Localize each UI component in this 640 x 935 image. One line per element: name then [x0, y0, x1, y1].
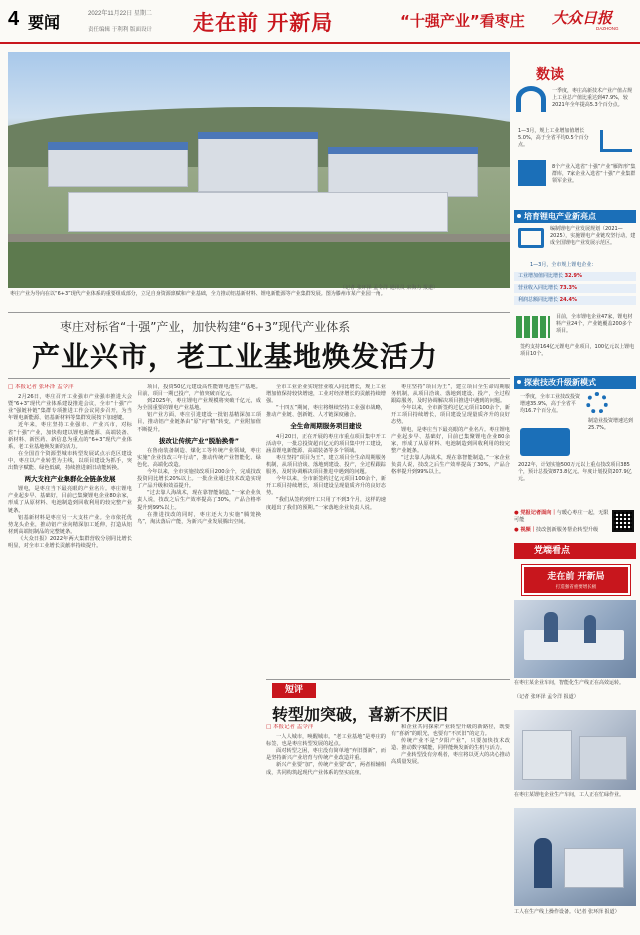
- rail-section-tech: 探索技改升级新模式: [514, 376, 636, 389]
- rail-link-reporter-interview-lead: ● 党报记者面向｜: [514, 510, 557, 516]
- party-app-band: 党端看点: [514, 543, 636, 559]
- main-photo-caption: 枣庄产业为导向在以“6+3”现代产业体系的重要组成部分，立足自身资源禀赋和产业基础，全力推动铝基新材料、锂电新能源等产业集群发展。图为滕州市某产业园一角。: [10, 291, 386, 297]
- short-comment-badge: 短评: [272, 683, 316, 698]
- paragraph: 产业转型没有旁观者，枣庄将以更大的决心推动高质量发展。: [391, 752, 510, 766]
- section-heading: 两大支柱产业集群化全链条发展: [24, 475, 116, 484]
- paragraph: 2月26日，枣庄召开工业强市产业强市推进大会暨“6+3”现代产业体系建设推进会议，全市“十强”产业“强链补链”集群专项推进工作会议同步召开，为当年锂电新能源、铝基新材料等集群发展按下加速键。: [8, 394, 132, 422]
- article-subhead: 枣庄对标省“十强”产业，加快构建“6+3”现代产业体系: [60, 320, 351, 334]
- building-icon: [518, 160, 546, 186]
- main-photo-credit: （记者 张环泽 孟令洋 通讯员 宋海力 报道）: [340, 285, 438, 291]
- paragraph: “过去靠人海战术，现在靠智能制造。”一家企业负责人说，技改之后生产效率提高了30%，产品合格率提升到99%以上。: [137, 490, 261, 511]
- factory-photo-1: [514, 600, 636, 678]
- qr-code[interactable]: [612, 510, 634, 532]
- paragraph: 在全国首个资源型城市转型发展试点示范区建设中，枣庄以产业转型为主线，以项目建设为抓手，突出数字赋能、绿色低碳，持续推进新旧动能转换。: [8, 450, 132, 472]
- paragraph: 今年以来，全市新签约过亿元项目100余个，新开工项目持续增长，项目建设呈现量质齐升的良好态势。: [391, 405, 510, 426]
- rail-item-9: 2022年，计划实施500万元以上重点技改项目385个，预计总投资873.8亿元。年度计划投资207.9亿元。: [518, 462, 632, 482]
- paragraph: 传统产业不是“夕阳产业”，只要加快技术改造、推动数字赋能，同样能焕发新的生机与活力。: [391, 738, 510, 752]
- growth-arrow-icon: [600, 130, 632, 152]
- article-column-1: [8, 384, 132, 929]
- paragraph: 锂电，是枣庄当下最亮眼的产业名片。枣庄锂电产业起步早、基础好，目前已集聚锂电企业80余家，形成了从原材料、电池制造到回收利用的较完整产业链条。: [391, 426, 510, 454]
- issue-date: 2022年11月22日 星期二: [88, 11, 152, 17]
- paragraph: 新兴产业要“加”，传统产业要“改”，两者相辅相成，共同构筑起现代产业体系的坚实底座。: [266, 762, 386, 776]
- paragraph: 面对转型之困，枣庄没有简单地“弃旧图新”，而是坚持新兴产业培育与传统产业改造并重。: [266, 748, 386, 762]
- paragraph: 一人人城市，唤醒城市。“老工业基地”是枣庄的标签，也是枣庄转型发展的起点。: [266, 734, 386, 748]
- paragraph: 到2025年，枣庄锂电产业规模将突破千亿元，成为全国重要的锂电产业基地。: [137, 398, 261, 412]
- short-column-2: [391, 724, 510, 929]
- factory-photo-2-caption: 在枣庄某锂电企业生产车间，工人正在忙碌作业。: [514, 792, 625, 798]
- promo-banner[interactable]: 走在前 开新局: [522, 565, 630, 595]
- paragraph: 在鲁南装备制造、煤化工等传统产业领域，枣庄实施“企业技改三年行动”，推动传统产业智能化、绿色化、高端化改造。: [137, 447, 261, 468]
- factory-photo-1-credit: （记者 张环泽 孟令洋 报道）: [514, 694, 579, 700]
- rail-link-video[interactable]: [514, 527, 610, 534]
- paragraph: 4月20日，正在开展的枣庄市重点项目集中开工活动中，一批总投资超百亿元的项目集中开工建设，涵盖锂电新能源、高端装备等多个领域。: [266, 433, 386, 454]
- banner-tag: “十强产业”看枣庄: [400, 12, 525, 30]
- rail-link-video-text: 技改创新服务帮企转型升级: [535, 527, 599, 533]
- rail-title: 数读: [536, 67, 564, 83]
- paragraph: 铝产业方面，枣庄引进建设一批铝基精深加工项目，推动铝产业链条由“原”向“精”转变，产业附加值不断提升。: [137, 412, 261, 433]
- paragraph: 在推进技改的同时，枣庄还大力实施“腾笼换鸟”，淘汰落后产能，为新兴产业发展腾出空间。: [137, 511, 261, 525]
- rail-item-4: 编制锂电产业发展规划（2021—2025），实施锂电产业链攻坚行动，建成全国锂电产业发展示范区。: [550, 226, 636, 246]
- article-headline: 产业兴市，老工业基地焕发活力: [32, 340, 439, 373]
- paragraph: 项目，投资50亿元建设高性能锂电池生产基地。目前，项目一期已投产，产值突破百亿元。: [137, 384, 261, 398]
- paragraph: 全市工业企业实现营业收入同比增长，规上工业增加值保持较快增速，工业对经济增长的贡献持续增强。: [266, 384, 386, 405]
- promo-banner-sub: 打造强省重要增长极: [555, 585, 597, 590]
- rail-link-reporter-interview-text: 与暖心枣庄一起，无限可能: [514, 510, 609, 523]
- masthead: [0, 0, 640, 44]
- short-column-1: [266, 724, 386, 929]
- rail-item-2: 1—3月，规上工业增加值增长5.0%，高于全省平均0.5个百分点。: [518, 128, 589, 148]
- page-number: 4: [8, 8, 20, 30]
- paragraph: 近年来，枣庄坚持工业强市、产业兴市，对标省“十强”产业，加快构建以锂电新能源、高端装备、新材料、新医药、新信息为重点的“6+3”现代产业体系，老工业基地焕发新的活力。: [8, 422, 132, 450]
- factory-photo-2: [514, 710, 636, 790]
- paragraph: “我们从签约到开工只用了不到3个月，这样的速度超出了我们的预期。”一家落地企业负责人说。: [266, 497, 386, 511]
- paragraph: 锂电，是枣庄当下最亮眼的产业名片。枣庄锂电产业起步早、基础好，目前已集聚锂电企业80余家，形成了从原材料、电池制造到回收利用的较完整产业链条。: [8, 486, 132, 514]
- newspaper-logo: 大众日报: [552, 9, 613, 27]
- paragraph: 铝基新材料是枣庄另一大支柱产业。全市依托优势龙头企业，推动铝产业向精深加工延伸，打造从铝材到高端铝制品的完整链条。: [8, 514, 132, 535]
- short-comment-headline: 转型加突破，喜新不厌旧: [272, 705, 449, 724]
- chart-icon: [516, 86, 546, 112]
- factory-photo-3-caption: 工人在生产线上操作设备。（记者 张环泽 报道）: [514, 909, 620, 915]
- newspaper-logo-sub: DAZHONG: [596, 26, 619, 31]
- paragraph: 和企业共同探索产业转型升级的新路径，既要有“喜新”的眼光，也要有“不厌旧”的定力。: [391, 724, 510, 738]
- article-column-4: [391, 384, 510, 676]
- machine-icon: [520, 428, 570, 456]
- rail-links: [514, 510, 610, 537]
- article-byline: □ 本报记者 张环泽 孟令洋: [8, 384, 74, 390]
- rail-section-lithium: 培育锂电产业新亮点: [514, 210, 636, 223]
- factory-photo-3: [514, 808, 636, 906]
- section-name: 要闻: [28, 13, 61, 32]
- section-heading: 拔改让传统产业“脱胎换骨”: [158, 436, 240, 445]
- short-byline: □ 本报记者 孟令洋: [266, 724, 314, 730]
- article-column-2: [137, 384, 261, 929]
- rail-item-8: 制造业投资增速达到25.7%。: [588, 418, 634, 431]
- rail-stat-heading: 1—3月，全市规上锂电企业：: [530, 262, 597, 268]
- paragraph: “十四五”期间，枣庄将继续坚持工业强市战略，推动产业链、创新链、人才链深度融合。: [266, 405, 386, 419]
- rail-item-3: 8个产业入选省“十强”产业“雁阵形”集群库，7家企业入选省“十强”产业集群领军企业。: [552, 164, 636, 184]
- paragraph: 枣庄坚持“项目为王”，建立项目全生命周期服务机制，从项目洽谈、落地到建设、投产，全过程跟踪服务，及时协调解决项目推进中遇到的问题。: [391, 384, 510, 405]
- battery-icon: [518, 228, 544, 248]
- rail-item-5: 目前，全市锂电企业47家，锂电材料产业24个，产业链覆盖200多个项目。: [556, 314, 633, 334]
- stat-revenue: 营业收入同比增长 73.3%: [514, 284, 636, 293]
- section-heading: 全生命周期服务项目建设: [290, 422, 362, 431]
- stat-industrial-value: 工业增加值同比增长 32.9%: [514, 272, 636, 281]
- rail-link-reporter-interview[interactable]: [514, 510, 610, 524]
- paragraph: “过去靠人海战术，现在靠智能制造。”一家企业负责人说，技改之后生产效率提高了30%，产品合格率提升到99%以上。: [391, 454, 510, 476]
- paragraph: 枣庄坚持“项目为王”，建立项目全生命周期服务机制，从项目洽谈、落地到建设、投产，全过程跟踪服务，及时协调解决项目推进中遇到的问题。: [266, 454, 386, 476]
- factory-photo-1-caption: 在枣庄某企业车间，智能化生产线正在高效运转。: [514, 680, 625, 686]
- main-photo: [8, 52, 510, 288]
- paragraph: 今年以来，全市新签约过亿元项目100余个，新开工项目持续增长，项目建设呈现量质齐升的良好态势。: [266, 476, 386, 497]
- rail-item-6: 签约支持164亿元锂电产业项目，100亿元以上锂电项目10个。: [520, 344, 635, 357]
- article-column-3: [266, 384, 386, 676]
- paragraph: 《大众日报》2022年两大集群营收分别同比增长明显，对全市工业增长贡献率持续提升。: [8, 535, 132, 549]
- battery-cells-icon: [516, 316, 550, 338]
- paragraph: 今年以来，全市实施技改项目200余个，完成技改投资同比增长20%以上。一批企业通过技术改造实现了产品升级和效益提升。: [137, 469, 261, 490]
- rail-item-7: 一季度，全市工业技改投资增速35.9%，高于全省平均16.7个百分点。: [520, 394, 581, 414]
- gear-icon: [586, 392, 608, 414]
- rail-item-1: 一季度，枣庄高新技术产业产值占规上工业总产值比重达到47.9%，较2021年全年提高5.3个百分点。: [552, 88, 633, 108]
- stat-profit: 利润总额同比增长 24.4%: [514, 296, 636, 305]
- banner-title: 走在前 开新局: [193, 11, 334, 35]
- editor-credits: 责任编辑 于利利 版面设计: [88, 27, 152, 33]
- rail-link-video-lead: ● 视频｜: [514, 527, 536, 533]
